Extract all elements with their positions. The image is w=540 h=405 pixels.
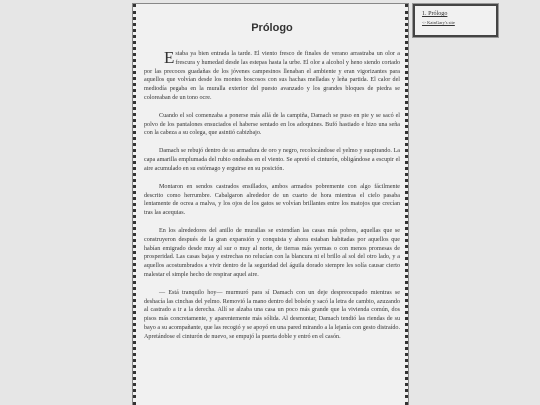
paragraph-1 (144, 50, 400, 103)
table-of-contents (413, 4, 498, 37)
paragraph-5: En los alrededores del anillo de murallas se extendían las casas más pobres, aquellas que se construyeron después de la gran expansión y conquista y ahora estaban habitadas por aquellos que habían emigrado desde muy al sur o muy al norte, de tierras más yermas o con menos promesas de prosperidad. Las casas bajas y estrechas no relucían con la blancura ni el brillo al sol del otro lado, y a aquellos acostumbrados a vivir dentro de la seguridad del águila dorado siempre les solía causar cierto malestar el simple hecho de respirar aquel aire. (144, 228, 400, 278)
paragraph-1-text: staba ya bien entrada la tarde. El viento fresco de finales de verano arrastraba un olor a frescura y humedad desde las estepas hasta la urbe. El olor a alcohol y heno siendo cortado por las precoces guadañas de los jóvenes campesinos llenaban el ambiente y eran vigorizantes para aquellos que volvían desde los montes boscosos con sus hachas melladas y leña partida. El calor del mediodía pegaba en la muralla exterior del puesto avanzado y los grandes bloques de piedra se coloreaban de un tono ocre. (144, 51, 400, 101)
paragraph-3: Damach se rebujó dentro de su armadura de oro y negro, recolocándose el yelmo y suspirando. La capa amarilla emplumada del rubio ondeaba en el viento. Se apretó el cinturón, obligándose a escupir el aire acumulado en su estómago y erguirse en su posición. (144, 148, 400, 172)
paragraph-2: Cuando el sol comenzaba a ponerse más allá de la campiña, Damach se puso en pie y se sacó el polvo de los pantalones ensuciados el haberse sentado en los adoquines. Bufó hastiado e hizo una seña con la cabeza a su colega, que asintió cabizbajo. (144, 112, 400, 137)
drop-cap: E (164, 48, 175, 67)
back-to-site-link[interactable]: <- KainGary's site (422, 20, 455, 25)
paragraph-6: — Está tranquilo hoy— murmuró para sí Damach con un deje despreocupado mientras se deshacía las cinchas del yelmo. Removió la mano dentro del bolsón y sacó la letra de cambio, azuzando al castrado a ir a la derecha. Allí se alzaba una casa un poco más grande que la vivienda común, dos pisos más concretamente, y aparentemente más sólida. Al desmontar, Damach tendió las riendas de su bayo a su acompañante, que las recogió y se apoyó en una pared mirando a la lejanía con gesto distraído. Apretándose el cinturón de nuevo, se empujó la puerta doble y entró en el casón. (144, 289, 400, 340)
toc-link-prologo[interactable]: 1. Prólogo (422, 11, 448, 17)
paragraph-4: Montaron en sendos castrados ensillados, ambos armados pobremente con algo fácilmente descrito como herrumbre. Cabalgaron alrededor de un cuarto de hora mientras el cielo pasaba lentamente de ocrea a malva, y los ojos de los gatos se volvían brillantes entre los matojos que crecían tras las acequias. (144, 183, 400, 217)
page-content (144, 4, 400, 405)
chapter-title: Prólogo (251, 22, 293, 34)
document-page (133, 4, 408, 405)
